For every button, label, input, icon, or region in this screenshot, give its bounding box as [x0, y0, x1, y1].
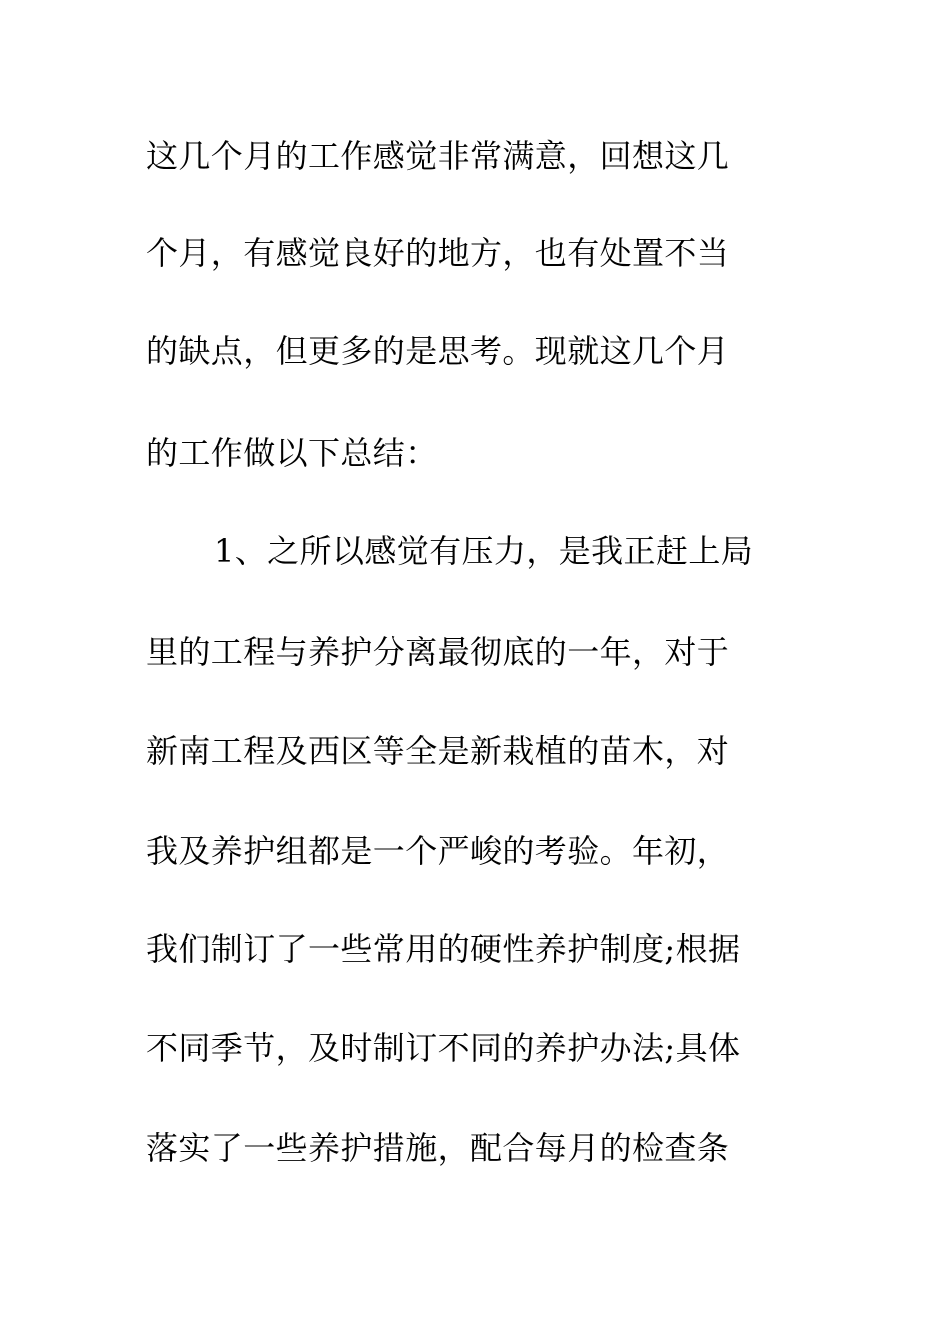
paragraph-line-6: 里的工程与养护分离最彻底的一年，对于 [146, 633, 730, 671]
paragraph-line-3: 的缺点，但更多的是思考。现就这几个月 [146, 332, 730, 370]
paragraph-line-8: 我及养护组都是一个严峻的考验。年初， [146, 832, 730, 870]
paragraph-line-5: 1、之所以感觉有压力，是我正赶上局 [214, 532, 754, 570]
paragraph-line-10: 不同季节，及时制订不同的养护办法;具体 [146, 1029, 741, 1067]
paragraph-line-7: 新南工程及西区等全是新栽植的苗木，对 [146, 732, 730, 770]
paragraph-line-9: 我们制订了一些常用的硬性养护制度;根据 [146, 930, 741, 968]
paragraph-line-11: 落实了一些养护措施，配合每月的检查条 [146, 1129, 730, 1167]
paragraph-line-2: 个月，有感觉良好的地方，也有处置不当 [146, 234, 730, 272]
paragraph-line-4: 的工作做以下总结： [146, 434, 438, 472]
paragraph-line-1: 这几个月的工作感觉非常满意，回想这几 [146, 137, 730, 175]
